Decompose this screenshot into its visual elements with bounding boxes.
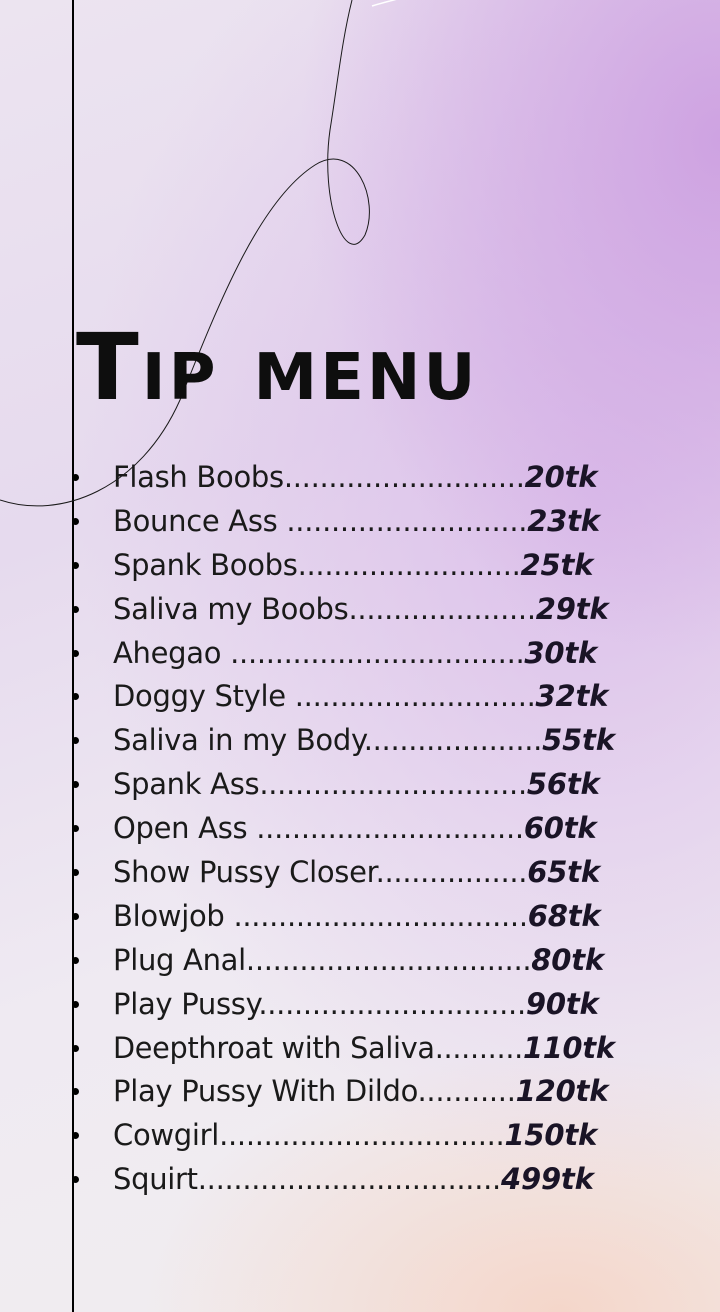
list-item (0, 895, 720, 939)
item-dots: ................. (375, 855, 528, 890)
list-item (0, 851, 720, 895)
item-label (113, 544, 593, 588)
item-dots: .................................. (197, 1162, 501, 1197)
bullet-icon (72, 957, 79, 964)
item-name: Squirt (113, 1162, 198, 1197)
list-item (0, 588, 720, 632)
item-price: 23tk (527, 503, 600, 538)
item-label (113, 807, 597, 851)
tip-menu-list (0, 456, 720, 1202)
item-price: 110tk (522, 1030, 615, 1065)
item-label (113, 588, 609, 632)
item-price: 90tk (525, 986, 599, 1021)
item-name: Flash Boobs (113, 460, 284, 494)
bullet-icon (72, 1176, 79, 1183)
item-dots: ......................... (297, 547, 521, 582)
item-dots: ........................... (294, 679, 536, 714)
list-item (0, 500, 720, 544)
bullet-icon (72, 737, 79, 744)
item-price: 60tk (523, 811, 597, 846)
item-label (113, 1070, 608, 1114)
item-label (113, 851, 600, 895)
item-dots: .............................. (258, 986, 526, 1021)
item-price: 499tk (500, 1162, 594, 1197)
item-price: 120tk (515, 1074, 609, 1109)
item-dots: ................................ (219, 1118, 505, 1153)
bullet-icon (72, 1045, 79, 1052)
list-item (0, 983, 720, 1027)
bullet-icon (72, 1132, 79, 1139)
item-name: Ahegao (113, 635, 231, 670)
item-label (113, 1114, 597, 1158)
item-price: 68tk (527, 898, 601, 933)
list-item (0, 1027, 720, 1071)
item-dots: ........................... (286, 503, 528, 538)
item-label (113, 1027, 615, 1071)
item-name: Play Pussy With Dildo (113, 1074, 418, 1109)
item-label (113, 763, 600, 807)
item-name: Doggy Style (113, 679, 295, 714)
item-name: Saliva in my Body (113, 723, 364, 758)
bullet-icon (72, 518, 79, 525)
list-item (0, 675, 720, 719)
item-price: 55tk (542, 723, 615, 758)
list-item (0, 1158, 720, 1202)
item-price: 56tk (526, 767, 600, 802)
item-dots: ........................... (283, 460, 525, 494)
list-item (0, 807, 720, 851)
item-dots: ................................. (230, 635, 525, 670)
item-price: 80tk (531, 942, 605, 977)
item-label (113, 983, 599, 1027)
item-price: 30tk (524, 635, 598, 670)
item-name: Show Pussy Closer (113, 855, 376, 890)
bullet-icon (72, 1088, 79, 1095)
item-dots: .............................. (259, 767, 527, 802)
item-dots: ........... (417, 1074, 516, 1109)
list-item (0, 632, 720, 676)
item-dots: .............................. (256, 811, 524, 846)
item-label (113, 456, 597, 500)
item-name: Open Ass (113, 811, 257, 846)
bullet-icon (72, 474, 79, 481)
item-name: Saliva my Boobs (113, 591, 349, 626)
bullet-icon (72, 606, 79, 613)
item-dots: .......... (434, 1030, 523, 1065)
item-name: Deepthroat with Saliva (113, 1030, 435, 1065)
bullet-icon (72, 913, 79, 920)
item-price: 29tk (535, 591, 609, 626)
item-label (113, 1158, 594, 1202)
item-label (113, 500, 600, 544)
item-price: 150tk (504, 1118, 598, 1153)
item-label (113, 895, 600, 939)
item-name: Spank Boobs (113, 547, 298, 582)
list-item (0, 939, 720, 983)
bullet-icon (72, 1001, 79, 1008)
list-item (0, 544, 720, 588)
bullet-icon (72, 781, 79, 788)
item-name: Blowjob (113, 898, 234, 933)
item-dots: ..................... (348, 591, 536, 626)
item-name: Cowgirl (113, 1118, 220, 1153)
item-price: 32tk (535, 679, 609, 714)
item-price: 65tk (527, 855, 600, 890)
bullet-icon (72, 650, 79, 657)
item-name: Spank Ass (113, 767, 260, 802)
list-item (0, 1070, 720, 1114)
item-dots: .................... (363, 723, 543, 758)
list-item (0, 763, 720, 807)
item-label (113, 939, 604, 983)
item-label (113, 632, 597, 676)
list-item (0, 456, 720, 500)
bullet-icon (72, 825, 79, 832)
item-name: Plug Anal (113, 942, 246, 977)
item-price: 20tk (524, 460, 598, 494)
bullet-icon (72, 869, 79, 876)
item-price: 25tk (520, 547, 594, 582)
item-name: Play Pussy (113, 986, 259, 1021)
item-name: Bounce Ass (113, 503, 287, 538)
bullet-icon (72, 693, 79, 700)
item-dots: ................................. (233, 898, 528, 933)
bullet-icon (72, 562, 79, 569)
page-title: Tip menu (76, 314, 479, 421)
list-item (0, 719, 720, 763)
item-label (113, 675, 608, 719)
item-label (113, 719, 615, 763)
item-dots: ................................ (245, 942, 532, 977)
list-item (0, 1114, 720, 1158)
